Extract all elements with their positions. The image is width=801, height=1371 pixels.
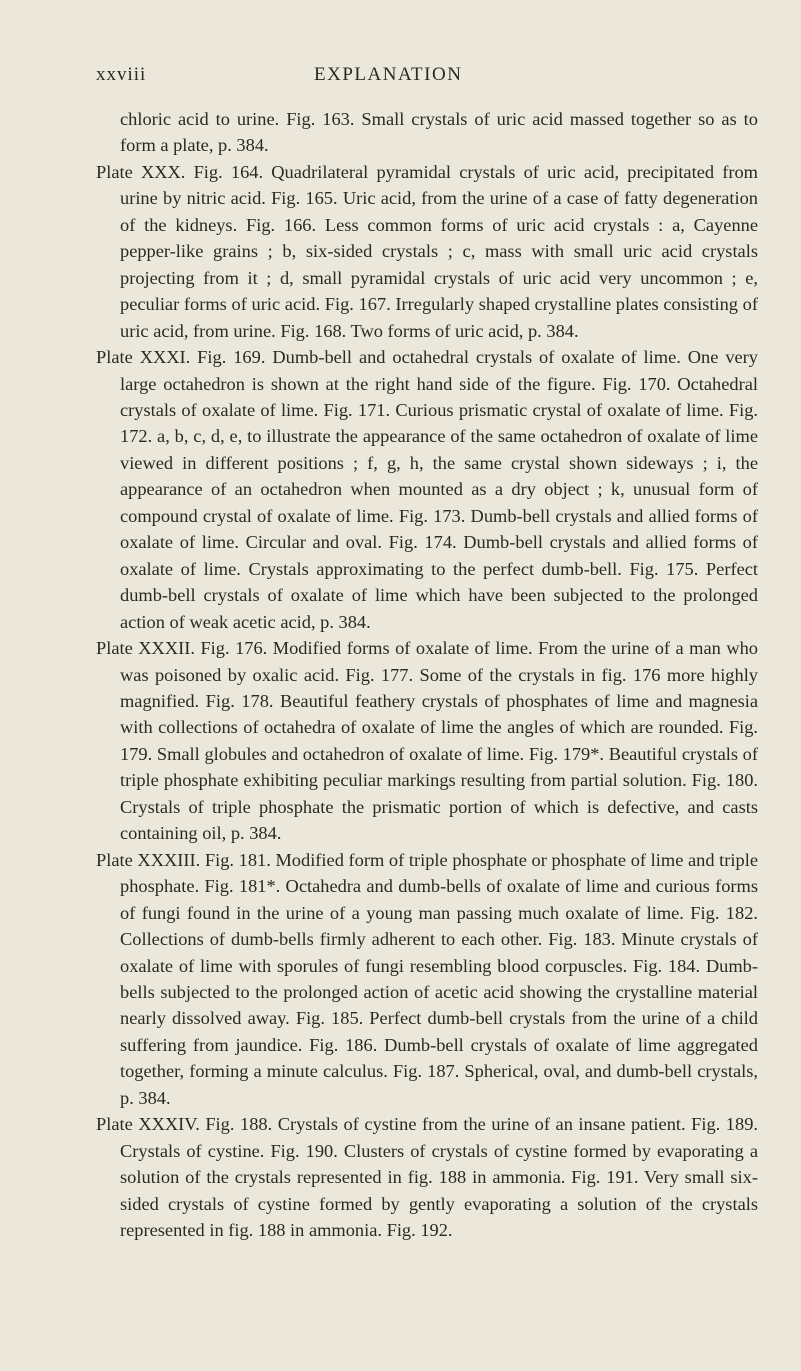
body-text — [96, 106, 758, 1243]
paragraph-continuation: chloric acid to urine. Fig. 163. Small crystals of uric acid massed together so as to form a plate, p. 384. — [120, 109, 758, 156]
paragraph-plate-xxx: Plate XXX. Fig. 164. Quadrilateral pyramidal crystals of uric acid, precipitated from urine by nitric acid. Fig. 165. Uric acid, from the urine of a case of fatty degeneration of the kidneys. Fig. 166. Less common forms of uric acid crystals : a, Cayenne pepper-like grains ; b, six-sided crystals ; c, mass with small uric acid crystals projecting from it ; d, small pyramidal crystals of uric acid very uncommon ; e, peculiar forms of uric acid. Fig. 167. Irregularly shaped crystalline plates consisting of uric acid, from urine. Fig. 168. Two forms of uric acid, p. 384. — [96, 161, 758, 341]
page-header — [96, 64, 756, 88]
paragraph-plate-xxxii: Plate XXXII. Fig. 176. Modified forms of oxalate of lime. From the urine of a man who was poisoned by oxalic acid. Fig. 177. Some of the crystals in fig. 176 more highly magnified. Fig. 178. Beautiful feathery crystals of phosphates of lime and magnesia with collections of octahedra of oxalate of lime the angles of which are rounded. Fig. 179. Small globules and octahedron of oxalate of lime. Fig. 179*. Beautiful crystals of triple phosphate exhibiting peculiar markings resulting from partial solution. Fig. 180. Crystals of triple phosphate the prismatic portion of which is defective, and casts containing oil, p. 384. — [96, 638, 758, 844]
paragraph-plate-xxxi: Plate XXXI. Fig. 169. Dumb-bell and octahedral crystals of oxalate of lime. One very large octahedron is shown at the right hand side of the figure. Fig. 170. Octahedral crystals of oxalate of lime. Fig. 171. Curious prismatic crystal of oxalate of lime. Fig. 172. a, b, c, d, e, to illustrate the appearance of the same octahedron of oxalate of lime viewed in different positions ; f, g, h, the same crystal shown sideways ; i, the appearance of an octahedron when mounted as a dry object ; k, unusual form of compound crystal of oxalate of lime. Fig. 173. Dumb-bell crystals and allied forms of oxalate of lime. Circular and oval. Fig. 174. Dumb-bell crystals and allied forms of oxalate of lime. Crystals approximating to the perfect dumb-bell. Fig. 175. Perfect dumb-bell crystals of oxalate of lime which have been subjected to the prolonged action of weak acetic acid, p. 384. — [96, 347, 758, 632]
page-number: xxviii — [96, 64, 147, 85]
paragraph-plate-xxxiv: Plate XXXIV. Fig. 188. Crystals of cystine from the urine of an insane patient. Fig. 189. Crystals of cystine. Fig. 190. Clusters of crystals of cystine formed by evaporating a solution of the crystals represented in fig. 188 in ammonia. Fig. 191. Very small six-sided crystals of cystine formed by gently evaporating a solution of the crystals represented in fig. 188 in ammonia. Fig. 192. — [96, 1114, 758, 1241]
paragraph-plate-xxxiii: Plate XXXIII. Fig. 181. Modified form of triple phosphate or phosphate of lime and triple phosphate. Fig. 181*. Octahedra and dumb-bells of oxalate of lime and curious forms of fungi found in the urine of a young man passing much oxalate of lime. Fig. 182. Collections of dumb-bells firmly adherent to each other. Fig. 183. Minute crystals of oxalate of lime with sporules of fungi resembling blood corpuscles. Fig. 184. Dumb-bells subjected to the prolonged action of acetic acid showing the crystalline material nearly dissolved away. Fig. 185. Perfect dumb-bell crystals from the urine of a child suffering from jaundice. Fig. 186. Dumb-bell crystals of oxalate of lime aggregated together, forming a minute calculus. Fig. 187. Spherical, oval, and dumb-bell crystals, p. 384. — [96, 849, 758, 1108]
running-title: EXPLANATION — [314, 64, 463, 85]
